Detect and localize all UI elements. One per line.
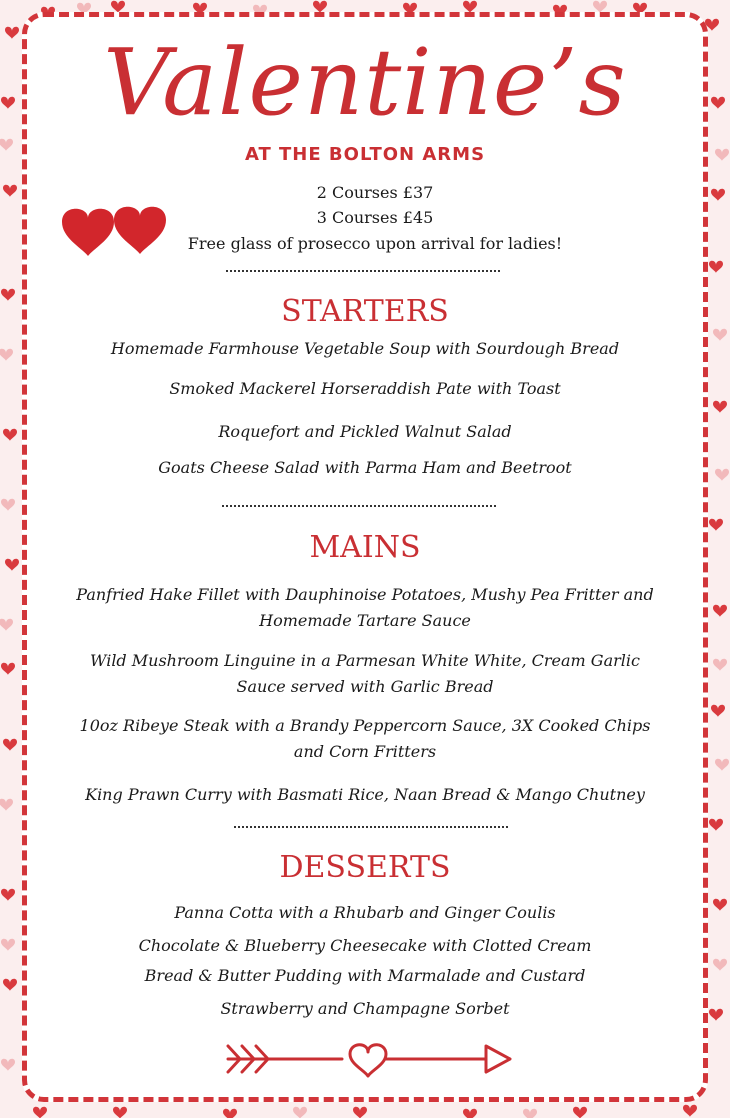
dessert-item: Bread & Butter Pudding with Marmalade and Custard [144,966,586,985]
main-item-line: Panfried Hake Fillet with Dauphinoise Potatoes, Mushy Pea Fritter and [76,585,654,604]
offer-three-courses: 3 Courses £45 [316,208,434,227]
mains-heading: MAINS [309,530,421,565]
main-item-line: Homemade Tartare Sauce [259,611,471,630]
starters-heading: STARTERS [281,294,449,329]
main-item-line: and Corn Fritters [293,742,437,761]
main-item [40,582,690,634]
menu-title: Valentine’s [103,29,627,136]
divider [222,505,496,507]
dessert-item: Strawberry and Champagne Sorbet [220,999,510,1018]
starter-item: Homemade Farmhouse Vegetable Soup with Sourdough Bread [110,339,620,358]
heart-arrow-icon [224,1036,514,1082]
main-item-line: Wild Mushroom Linguine in a Parmesan White White, Cream Garlic [90,651,640,670]
main-item-line: Sauce served with Garlic Bread [236,677,494,696]
desserts-heading: DESSERTS [279,850,451,885]
venue-subtitle: AT THE BOLTON ARMS [244,144,486,165]
main-item [40,713,690,765]
divider [226,270,500,272]
main-item [40,648,690,700]
main-item-line: 10oz Ribeye Steak with a Brandy Peppercorn Sauce, 3X Cooked Chips [79,716,651,735]
offer-two-courses: 2 Courses £37 [316,183,434,202]
starter-item: Goats Cheese Salad with Parma Ham and Beetroot [158,458,572,477]
starter-item: Roquefort and Pickled Walnut Salad [218,422,512,441]
dessert-item: Chocolate & Blueberry Cheesecake with Clotted Cream [138,936,592,955]
offer-prosecco: Free glass of prosecco upon arrival for ladies! [187,234,563,253]
main-item-line: King Prawn Curry with Basmati Rice, Naan Bread & Mango Chutney [85,785,645,804]
main-item [40,782,690,808]
divider [234,826,508,828]
dessert-item: Panna Cotta with a Rhubarb and Ginger Coulis [174,903,556,922]
starter-item: Smoked Mackerel Horseraddish Pate with Toast [169,379,561,398]
